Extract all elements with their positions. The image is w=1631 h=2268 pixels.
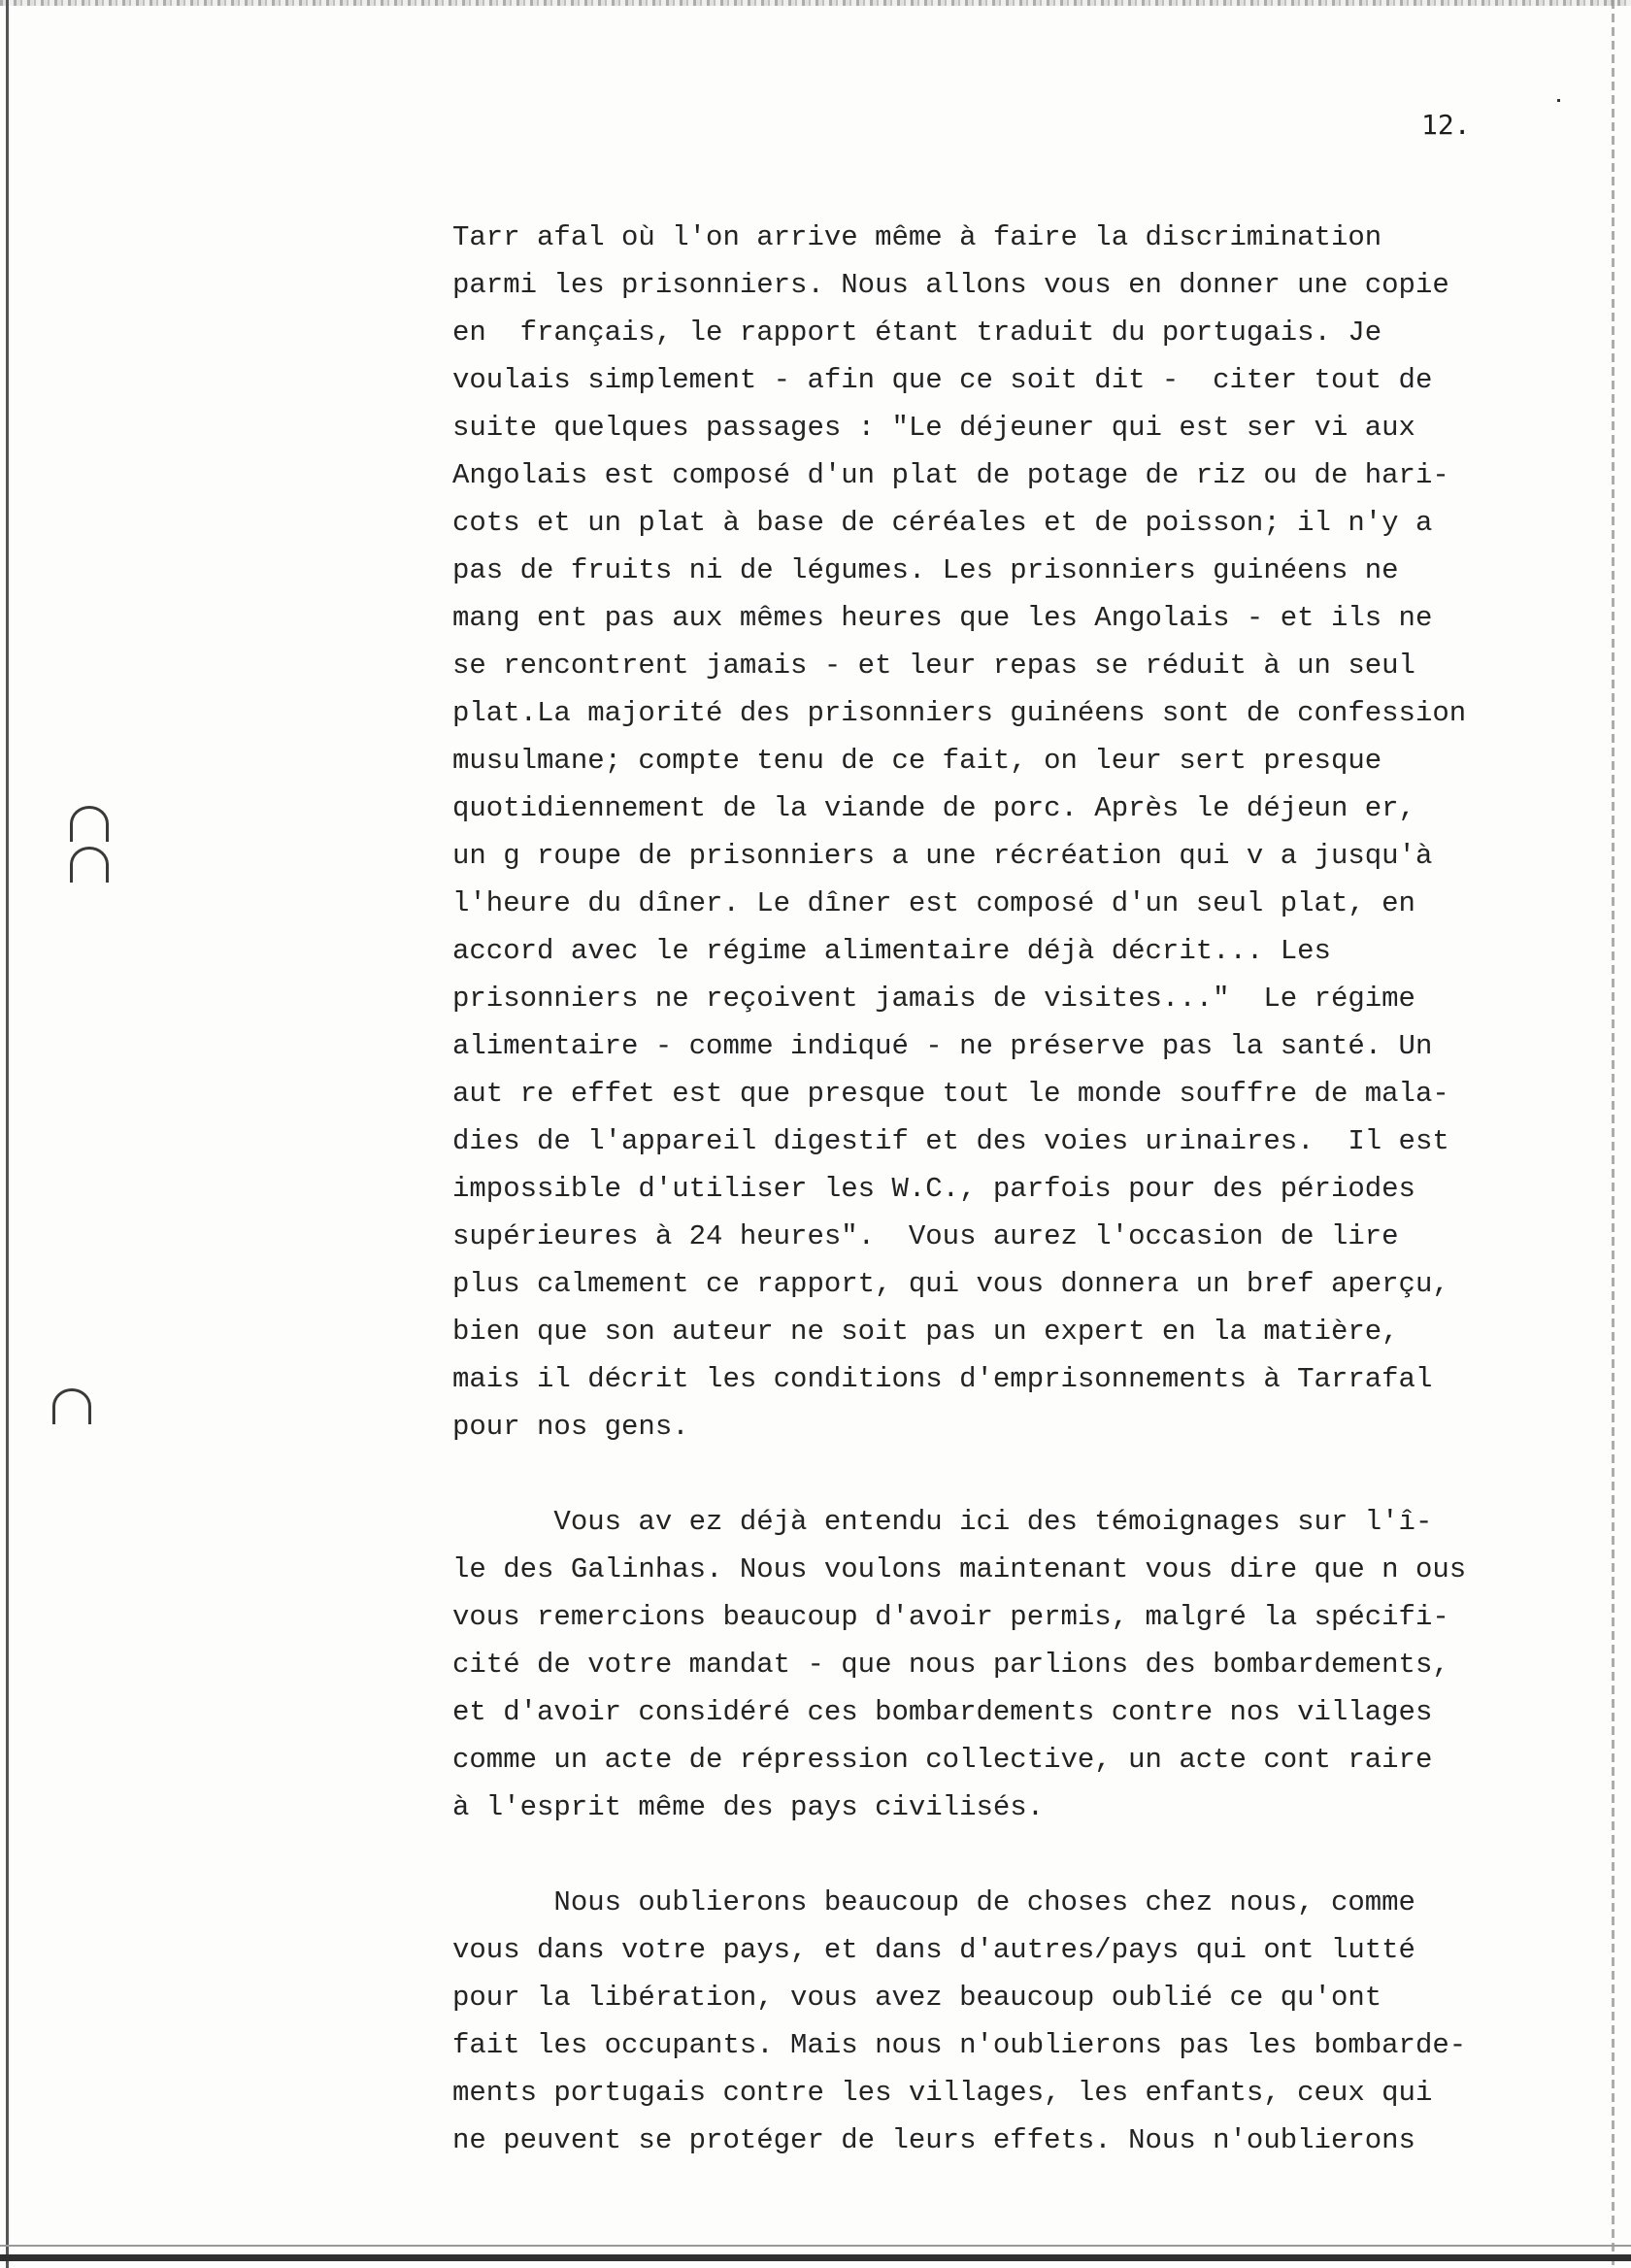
scan-edge-left [6,0,9,2268]
text-line: mang ent pas aux mêmes heures que les Angolais - et ils ne [452,602,1433,634]
text-line: supérieures à 24 heures". Vous aurez l'occasion de lire [452,1220,1399,1252]
paragraph-gap [452,1451,1608,1498]
punch-hole-mark [70,847,109,883]
text-line: impossible d'utiliser les W.C., parfois pour des périodes [452,1173,1415,1205]
text-line: pour nos gens. [452,1411,689,1443]
text-line: accord avec le régime alimentaire déjà décrit... Les [452,935,1331,967]
text-line: aut re effet est que presque tout le monde souffre de mala- [452,1078,1449,1110]
text-line: à l'esprit même des pays civilisés. [452,1791,1045,1823]
paragraph [452,1498,1608,1831]
text-line: dies de l'appareil digestif et des voies urinaires. Il est [452,1125,1449,1157]
text-line: voulais simplement - afin que ce soit dit - citer tout de [452,364,1433,396]
text-line: se rencontrent jamais - et leur repas se réduit à un seul [452,650,1415,682]
punch-hole-mark [52,1388,91,1424]
text-line: comme un acte de répression collective, un acte cont raire [452,1744,1433,1776]
page-number: 12. [1421,109,1471,141]
punch-hole-mark [70,806,109,842]
text-line: parmi les prisonniers. Nous allons vous en donner une copie [452,269,1449,301]
text-line: plat.La majorité des prisonniers guinéens sont de confession [452,697,1467,729]
paragraph-gap [452,1831,1608,1879]
text-line: ments portugais contre les villages, les enfants, ceux qui [452,2077,1433,2109]
text-line: bien que son auteur ne soit pas un expert en la matière, [452,1316,1399,1348]
text-line: fait les occupants. Mais nous n'oublierons pas les bombarde- [452,2029,1467,2061]
text-line: cots et un plat à base de céréales et de poisson; il n'y a [452,507,1433,539]
text-line: Nous oublierons beaucoup de choses chez nous, comme [452,1886,1415,1918]
paragraph [452,214,1608,1451]
text-line: ne peuvent se protéger de leurs effets. Nous n'oublierons [452,2124,1415,2156]
text-line: Angolais est composé d'un plat de potage de riz ou de hari- [452,459,1449,491]
text-line: quotidiennement de la viande de porc. Après le déjeun er, [452,792,1415,824]
scan-edge-right [1612,0,1614,2268]
text-line: alimentaire - comme indiqué - ne préserve pas la santé. Un [452,1030,1433,1062]
body-text [452,214,1608,2164]
text-line: pas de fruits ni de légumes. Les prisonniers guinéens ne [452,554,1399,586]
text-line: cité de votre mandat - que nous parlions des bombardements, [452,1649,1449,1681]
scan-edge-top [0,0,1631,6]
text-line: le des Galinhas. Nous voulons maintenant vous dire que n ous [452,1553,1467,1585]
text-line: mais il décrit les conditions d'emprisonnements à Tarrafal [452,1363,1433,1395]
text-line: suite quelques passages : "Le déjeuner qui est ser vi aux [452,412,1415,444]
text-line: en français, le rapport étant traduit du portugais. Je [452,317,1382,349]
text-line: musulmane; compte tenu de ce fait, on leur sert presque [452,745,1382,777]
text-line: Vous av ez déjà entendu ici des témoignages sur l'î- [452,1506,1433,1538]
text-line: Tarr afal où l'on arrive même à faire la discrimination [452,221,1382,253]
scan-edge-bottom-thin [0,2245,1631,2247]
text-line: l'heure du dîner. Le dîner est composé d'un seul plat, en [452,887,1415,919]
text-line: prisonniers ne reçoivent jamais de visites..." Le régime [452,983,1415,1015]
scan-edge-bottom [0,2254,1631,2261]
paragraph [452,1879,1608,2164]
text-line: un g roupe de prisonniers a une récréation qui v a jusqu'à [452,840,1433,872]
text-line: pour la libération, vous avez beaucoup oublié ce qu'ont [452,1982,1382,2014]
text-line: vous dans votre pays, et dans d'autres/pays qui ont lutté [452,1934,1415,1966]
ink-speck [1557,99,1560,102]
text-line: plus calmement ce rapport, qui vous donnera un bref aperçu, [452,1268,1449,1300]
text-line: vous remercions beaucoup d'avoir permis, malgré la spécifi- [452,1601,1449,1633]
text-line: et d'avoir considéré ces bombardements contre nos villages [452,1696,1433,1728]
